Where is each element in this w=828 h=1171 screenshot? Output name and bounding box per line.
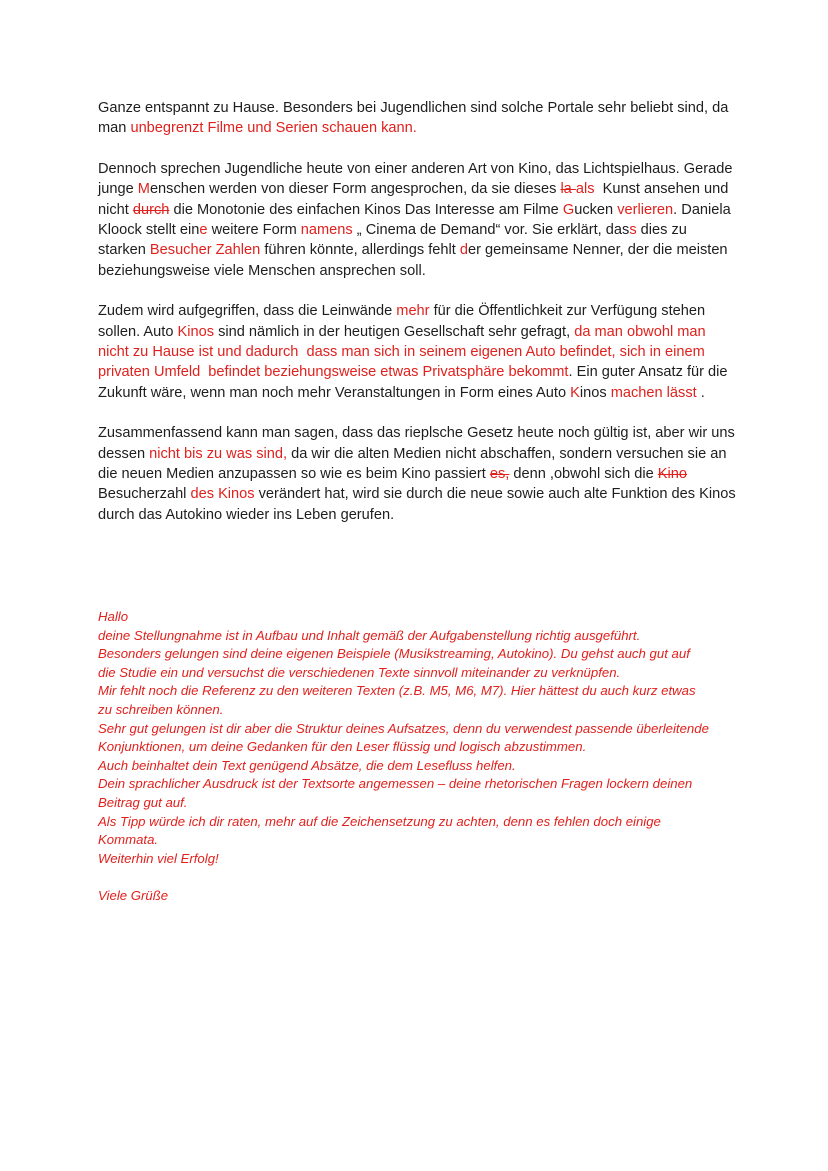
- essay-text: sind nämlich in der heutigen Gesellschaft sehr gefragt,: [214, 323, 575, 340]
- marked-correction: verlieren: [617, 201, 674, 218]
- essay-text: da wir die alten Medien nicht abschaffen, sondern versuchen sie an die neuen Medien anzupassen so wie es beim Kino passiert: [98, 445, 731, 482]
- essay-text: Zusammenfassend kann man sagen, dass das rieplsche Gesetz heute noch gültig ist, aber wir uns dessen: [98, 425, 739, 462]
- essay-text: Kunst ansehen und nicht: [98, 181, 733, 218]
- marked-correction: da man obwohl man nicht zu Hause ist und dadurch dass man sich in seinem eigenen Auto befindet, sich in einem privaten Umfeld befindet beziehungsweise etwas Privatsphäre bekommt: [98, 323, 710, 381]
- feedback-line: Hallo: [98, 609, 129, 624]
- essay-text: verändert hat, wird sie durch die neue sowie auch alte Funktion des Kinos durch das Autokino wieder ins Leben gerufen.: [98, 486, 740, 523]
- marked-correction: Kinos: [177, 323, 215, 340]
- marked-correction: unbegrenzt Filme und Serien schauen kann.: [130, 120, 417, 137]
- essay-text: weitere Form: [207, 221, 301, 238]
- feedback-line: Kommata.: [98, 832, 159, 848]
- marked-correction: M: [137, 181, 150, 198]
- marked-correction: K: [570, 384, 580, 401]
- feedback-line: zu schreiben können.: [98, 701, 224, 717]
- marked-correction: machen lässt: [610, 384, 697, 401]
- essay-text: „ Cinema de Demand“ vor. Sie erklärt, das: [352, 221, 630, 238]
- essay-text: Ganze entspannt zu Hause. Besonders bei Jugendlichen sind solche Portale sehr beliebt sind, da man: [98, 100, 733, 137]
- essay-text: Besucherzahl: [98, 465, 692, 503]
- marked-correction: namens: [300, 221, 353, 238]
- feedback-line: Mir fehlt noch die Referenz zu den weiteren Texten (z.B. M5, M6, M7). Hier hättest du auch kurz etwas: [98, 683, 696, 699]
- feedback-lines: [98, 608, 758, 868]
- feedback-line: Weiterhin viel Erfolg!: [98, 850, 219, 866]
- marked-correction: nicht bis zu was sind,: [149, 445, 288, 462]
- feedback-line: Konjunktionen, um deine Gedanken für den Leser flüssig und logisch abzustimmen.: [98, 739, 587, 755]
- marked-correction: des Kinos: [190, 486, 255, 503]
- feedback-line: Auch beinhaltet dein Text genügend Absätze, die dem Lesefluss helfen.: [98, 757, 516, 773]
- essay-paragraph-2: [98, 159, 738, 281]
- essay-text: er gemeinsame Nenner, der die meisten beziehungsweise viele Menschen ansprechen soll.: [98, 242, 732, 279]
- essay-text: Zudem wird aufgegriffen, dass die Leinwände: [98, 303, 397, 320]
- feedback-line: Als Tipp würde ich dir raten, mehr auf die Zeichensetzung zu achten, denn es fehlen doch einige: [98, 813, 661, 829]
- essay-text: enschen werden von dieser Form angesprochen, da sie dieses: [149, 181, 561, 198]
- essay-text: ucken: [574, 201, 618, 218]
- feedback-line: Dein sprachlicher Ausdruck ist der Textsorte angemessen – deine rhetorischen Fragen lockern deinen: [98, 776, 693, 792]
- feedback-line: Sehr gut gelungen ist dir aber die Struktur deines Aufsatzes, denn du verwendest passende überleitende: [98, 720, 709, 736]
- marked-correction: als: [575, 181, 595, 198]
- feedback-line: Besonders gelungen sind deine eigenen Beispiele (Musikstreaming, Autokino). Du gehst auch gut auf: [98, 646, 690, 662]
- essay-text: inos: [579, 384, 611, 401]
- essay-text: . Ein guter Ansatz für die Zukunft wäre, wenn man noch mehr Veranstaltungen in Form eines Auto: [98, 364, 732, 401]
- feedback-line: deine Stellungnahme ist in Aufbau und Inhalt gemäß der Aufgabenstellung richtig ausgeführt.: [98, 627, 641, 643]
- essay-text: .: [696, 384, 705, 401]
- essay-text: für die Öffentlichkeit zur Verfügung stehen sollen. Auto: [98, 303, 710, 340]
- feedback-signoff: Viele Grüße: [98, 887, 169, 903]
- essay-paragraph-1: [98, 98, 738, 139]
- marked-correction: d: [459, 242, 468, 259]
- marked-correction: s: [629, 221, 637, 238]
- marked-correction: G: [562, 201, 575, 218]
- feedback-line: die Studie ein und versuchst die verschiedenen Texte sinnvoll miteinander zu verknüpfen.: [98, 664, 621, 680]
- marked-correction: e: [199, 221, 208, 238]
- marked-correction: mehr: [396, 303, 430, 320]
- essay-text: dies zu starken: [98, 221, 691, 259]
- essay-text: führen könnte, allerdings fehlt: [260, 242, 460, 259]
- essay-paragraph-4: [98, 423, 738, 524]
- essay-text: die Monotonie des einfachen Kinos Das Interesse am Filme: [169, 201, 563, 218]
- struck-correction: la: [560, 181, 576, 198]
- struck-correction: Kino: [657, 465, 687, 482]
- feedback-line: Beitrag gut auf.: [98, 794, 188, 810]
- struck-correction: es,: [489, 465, 510, 482]
- essay-text: denn ,obwohl sich die: [509, 465, 658, 482]
- marked-correction: Besucher Zahlen: [149, 242, 261, 259]
- essay-text: Dennoch sprechen Jugendliche heute von einer anderen Art von Kino, das Lichtspielhaus. Gerade junge: [98, 161, 737, 198]
- struck-correction: durch: [132, 201, 170, 218]
- essay-paragraph-3: [98, 301, 738, 402]
- essay-body: [98, 98, 738, 545]
- teacher-feedback: [98, 608, 758, 906]
- essay-text: . Daniela Kloock stellt ein: [98, 201, 735, 238]
